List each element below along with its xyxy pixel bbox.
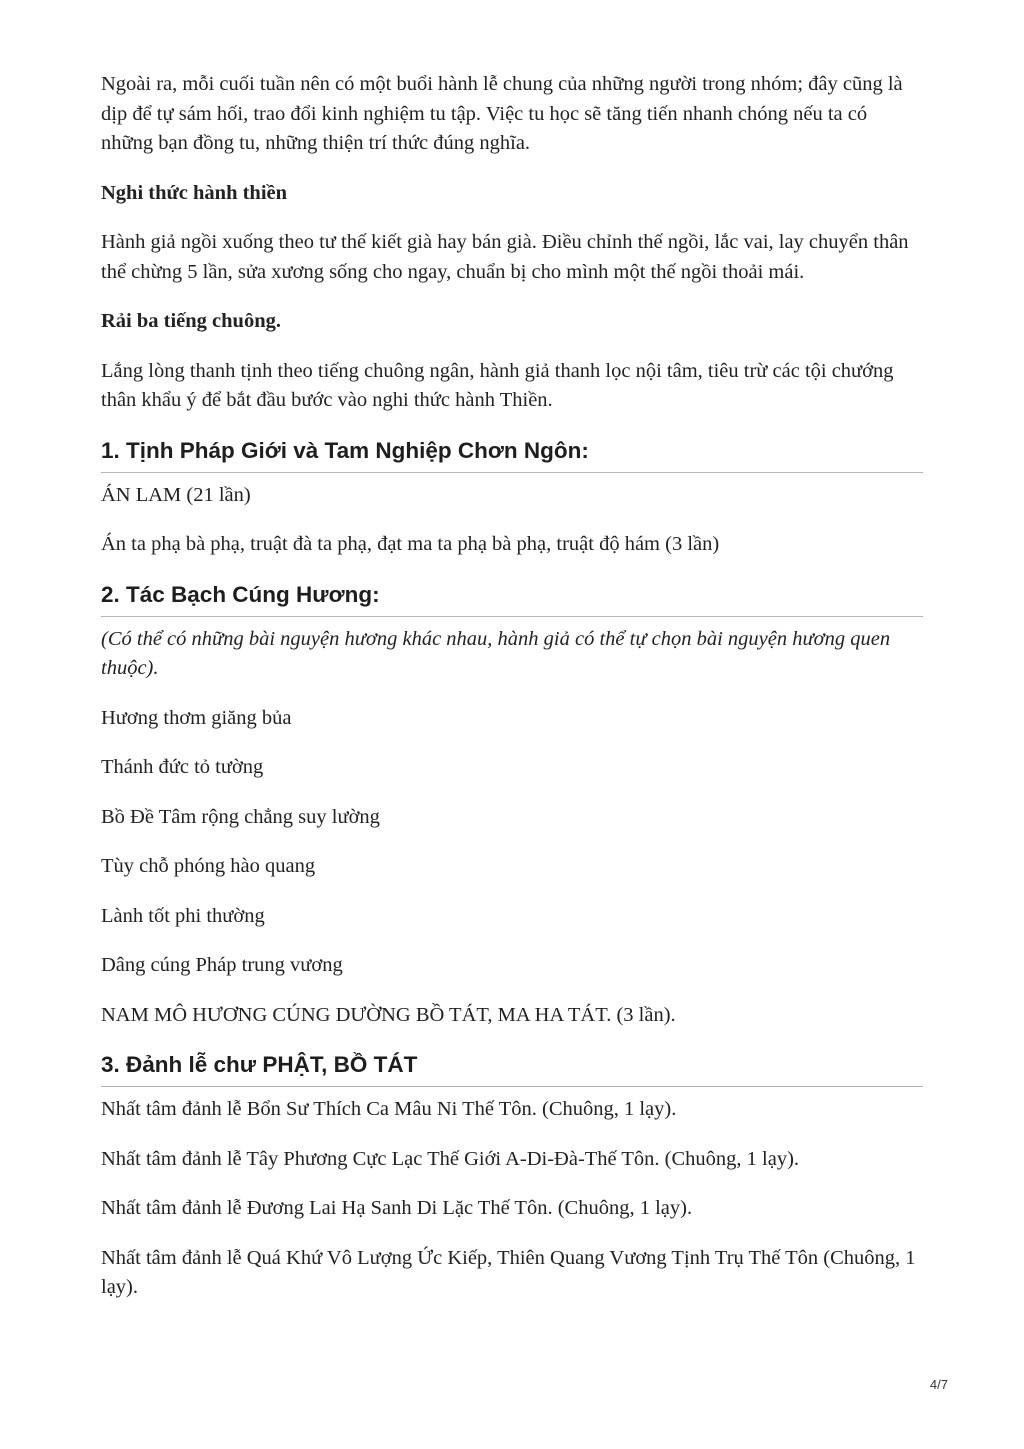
bell-title: Rải ba tiếng chuông. [101, 310, 281, 332]
posture-paragraph: Hành giả ngồi xuống theo tư thế kiết già hay bán già. Điều chỉnh thế ngồi, lắc vai, lay chuyển thân thể chừng 5 lần, sửa xương sống cho ngay, chuẩn bị cho mình một thế ngồi thoải mái. [101, 231, 909, 283]
verse-line: Thánh đức tỏ tường [101, 756, 264, 778]
homage-line: Nhất tâm đảnh lễ Tây Phương Cực Lạc Thế Giới A-Di-Đà-Thế Tôn. (Chuông, 1 lạy). [101, 1147, 800, 1170]
page-number: 4/7 [929, 1377, 948, 1392]
homage-line: Nhất tâm đảnh lễ Bổn Sư Thích Ca Mâu Ni Thế Tôn. (Chuông, 1 lạy). [101, 1098, 677, 1120]
homage-line: Nhất tâm đảnh lễ Đương Lai Hạ Sanh Di Lặc Thế Tôn. (Chuông, 1 lạy). [101, 1197, 693, 1219]
verse-line: Lành tốt phi thường [101, 904, 265, 927]
homage-line: Nhất tâm đảnh lễ Quá Khứ Vô Lượng Ức Kiếp, Thiên Quang Vương Tịnh Trụ Thế Tôn (Chuông, 1 lạy). [101, 1246, 916, 1298]
verse-line: Hương thơm giăng bủa [101, 706, 292, 729]
incense-note: (Có thể có những bài nguyện hương khác nhau, hành giả có thể tự chọn bài nguyện hương quen thuộc). [101, 627, 891, 679]
mantra-line: Án ta phạ bà phạ, truật đà ta phạ, đạt ma ta phạ bà phạ, truật độ hám (3 lần) [101, 533, 720, 555]
intro-paragraph: Ngoài ra, mỗi cuối tuần nên có một buổi hành lễ chung của những người trong nhóm; đây cũng là dịp để tự sám hối, trao đổi kinh nghiệm tu tập. Việc tu học sẽ tăng tiến nhanh chóng nếu ta có những bạn đồng tu, những thiện trí thức đúng nghĩa. [101, 73, 903, 154]
verse-line: Dâng cúng Pháp trung vương [101, 954, 343, 976]
verse-line: Tùy chỗ phóng hào quang [101, 855, 316, 877]
verse-line: NAM MÔ HƯƠNG CÚNG DƯỜNG BỒ TÁT, MA HA TÁT. (3 lần). [101, 1003, 676, 1026]
verse-line: Bồ Đề Tâm rộng chẳng suy lường [101, 805, 380, 828]
section-1-heading: 1. Tịnh Pháp Giới và Tam Nghiệp Chơn Ngôn: [101, 436, 923, 473]
section-3-heading: 3. Đảnh lễ chư PHẬT, BỒ TÁT [101, 1050, 923, 1087]
mantra-line: ÁN LAM (21 lần) [101, 483, 251, 506]
meditation-ritual-title: Nghi thức hành thiền [101, 181, 288, 204]
bell-paragraph: Lắng lòng thanh tịnh theo tiếng chuông ngân, hành giả thanh lọc nội tâm, tiêu trừ các tội chướng thân khẩu ý để bắt đầu bước vào nghi thức hành Thiền. [101, 359, 894, 411]
document-page [101, 70, 923, 1323]
section-2-heading: 2. Tác Bạch Cúng Hương: [101, 580, 923, 617]
